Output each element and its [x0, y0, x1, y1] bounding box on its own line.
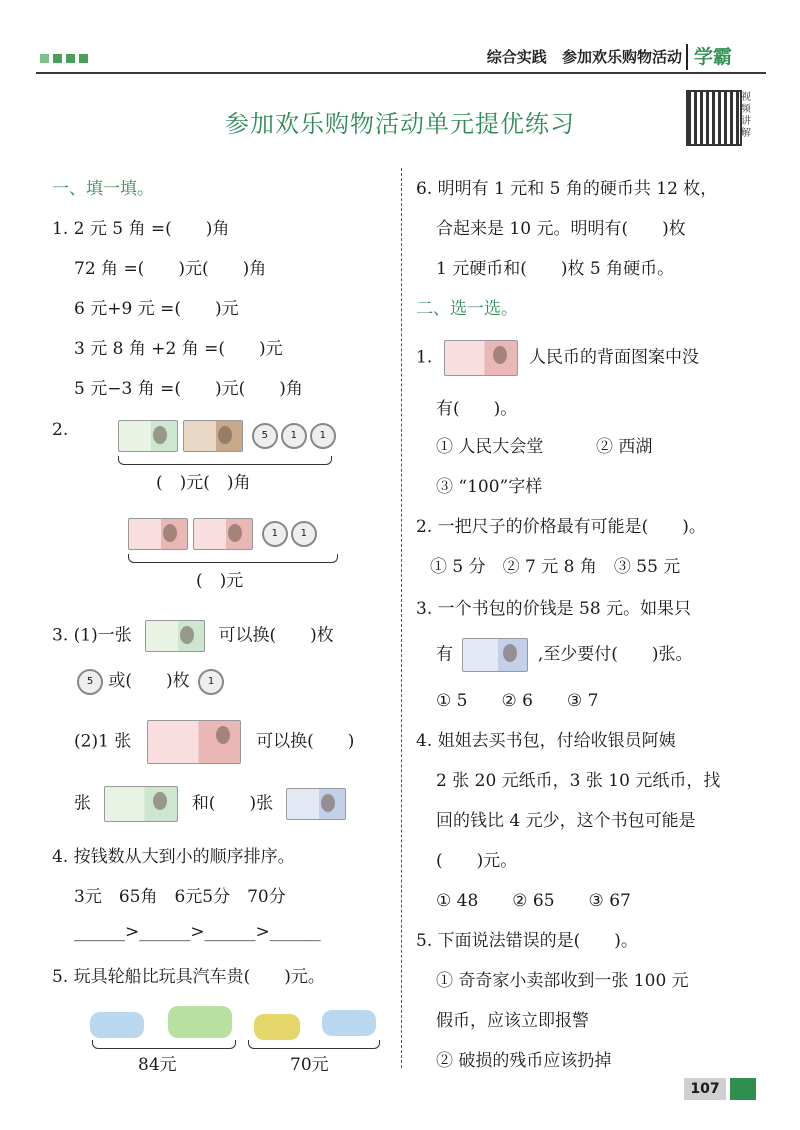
- r4-line-2: 2 张 20 元纸币，3 张 10 元纸币，找: [436, 771, 721, 791]
- brand-logo: 学霸: [694, 46, 733, 68]
- banknote-icon: [444, 340, 518, 376]
- banknote-icon: [145, 620, 205, 652]
- q1-line-5: 5 元−3 角 =( )元( )角: [74, 379, 303, 399]
- q3-1-text-a: 3. (1)一张: [52, 625, 132, 646]
- r1-text: 人民币的背面图案中没: [529, 347, 700, 368]
- qr-label: 视频讲解: [741, 92, 751, 139]
- coin-icon: 1: [262, 521, 288, 547]
- section-heading-1: 一、填一填。: [52, 179, 154, 199]
- r3-text-b: ,至少要付( )张。: [537, 644, 693, 665]
- brace: [92, 1040, 236, 1049]
- q5-prompt: 5. 玩具轮船比玩具汽车贵( )元。: [52, 967, 325, 987]
- page-number: 107: [684, 1078, 726, 1100]
- q2-money-row-1: [118, 420, 336, 452]
- toy-plane-icon: [90, 1012, 144, 1038]
- q1-line-1: 1. 2 元 5 角 =( )角: [52, 219, 230, 239]
- q5-price-b: 70元: [290, 1055, 329, 1075]
- banknote-icon: [462, 638, 528, 672]
- r1-line-a: [416, 340, 699, 376]
- q3-2-text-d: 和( )张: [191, 793, 274, 814]
- r4-line-1: 4. 姐姐去买书包，付给收银员阿姨: [416, 731, 676, 751]
- column-divider: [401, 168, 402, 1068]
- r5-prompt: 5. 下面说法错误的是( )。: [416, 931, 638, 951]
- coin-icon: 1: [198, 669, 224, 695]
- page-title: 参加欢乐购物活动单元提优练习: [225, 110, 575, 138]
- q1-line-2: 72 角 =( )元( )角: [74, 259, 267, 279]
- header-decoration: [40, 54, 88, 63]
- r4-line-3: 回的钱比 4 元少，这个书包可能是: [436, 811, 696, 831]
- q3-2-text-b: 可以换( ): [256, 731, 355, 752]
- r3-line-a: 3. 一个书包的价钱是 58 元。如果只: [416, 599, 692, 619]
- q1-line-3: 6 元+9 元 =( )元: [74, 299, 239, 319]
- q3-1-text-c: 或( )枚: [108, 671, 190, 691]
- q3-2-text-a: (2)1 张: [74, 731, 132, 752]
- q5-price-a: 84元: [138, 1055, 177, 1075]
- q3-2-line-a: [74, 720, 354, 764]
- r4-options: ① 48 ② 65 ③ 67: [436, 891, 631, 911]
- coin-icon: 1: [291, 521, 317, 547]
- toy-ship-icon: [168, 1006, 232, 1038]
- brace: [248, 1040, 380, 1049]
- brace: [128, 554, 338, 563]
- r2-prompt: 2. 一把尺子的价格最有可能是( )。: [416, 517, 706, 537]
- q4-blanks: ______>______>______>______: [74, 922, 321, 942]
- coin-icon: 5: [252, 423, 278, 449]
- q1-line-4: 3 元 8 角 +2 角 =( )元: [74, 339, 283, 359]
- q2-answer-2: ( )元: [196, 571, 244, 591]
- r1-option-1: ① 人民大会堂: [436, 437, 544, 457]
- q4-items: 3元 65角 6元5分 70分: [74, 887, 286, 907]
- qr-code-icon[interactable]: [686, 90, 742, 146]
- coin-icon: 1: [310, 423, 336, 449]
- r3-line-b: [436, 638, 692, 672]
- q3-1-line-a: [52, 620, 334, 652]
- r5-option-1a: ① 奇奇家小卖部收到一张 100 元: [436, 971, 689, 991]
- header-topic: 参加欢乐购物活动: [561, 48, 682, 66]
- q3-1-line-b: [74, 666, 224, 695]
- r5-option-1b: 假币，应该立即报警: [436, 1011, 589, 1031]
- coin-icon: 1: [281, 423, 307, 449]
- r4-line-4: ( )元。: [436, 851, 518, 871]
- q6-line-2: 合起来是 10 元。明明有( )枚: [436, 219, 686, 239]
- r3-options: ① 5 ② 6 ③ 7: [436, 691, 599, 711]
- banknote-icon: [193, 518, 253, 550]
- banknote-icon: [104, 786, 178, 822]
- q2-answer-1: ( )元( )角: [156, 473, 251, 493]
- q6-line-1: 6. 明明有 1 元和 5 角的硬币共 12 枚，: [416, 179, 718, 199]
- brace: [118, 456, 332, 465]
- r2-options: ① 5 分 ② 7 元 8 角 ③ 55 元: [430, 557, 681, 577]
- header-section: 综合实践: [486, 48, 547, 66]
- r1-line-b: 有( )。: [436, 399, 518, 419]
- q3-2-line-b: [74, 786, 346, 822]
- q3-2-text-c: 张: [74, 793, 91, 814]
- header-rule: [36, 72, 766, 74]
- banknote-icon: [118, 420, 178, 452]
- r5-option-2: ② 破损的残币应该扔掉: [436, 1051, 612, 1071]
- toy-car-icon: [254, 1014, 300, 1040]
- coin-icon: 5: [77, 669, 103, 695]
- pencil-icon: [730, 1078, 756, 1100]
- banknote-icon: [183, 420, 243, 452]
- banknote-icon: [286, 788, 346, 820]
- r3-text-a: 有: [436, 644, 453, 665]
- toy-plane-icon: [322, 1010, 376, 1036]
- header-separator: [686, 44, 688, 70]
- r1-number: 1.: [416, 347, 433, 368]
- q2-number: 2.: [52, 420, 69, 440]
- q4-prompt: 4. 按钱数从大到小的顺序排序。: [52, 847, 295, 867]
- banknote-icon: [147, 720, 241, 764]
- r1-option-2: ② 西湖: [596, 437, 653, 457]
- section-heading-2: 二、选一选。: [416, 299, 518, 319]
- header-breadcrumb: [477, 46, 682, 67]
- q2-money-row-2: [128, 518, 317, 550]
- r1-option-3: ③ “100”字样: [436, 477, 543, 497]
- q6-line-3: 1 元硬币和( )枚 5 角硬币。: [436, 259, 675, 279]
- q3-1-text-b: 可以换( )枚: [218, 625, 334, 646]
- banknote-icon: [128, 518, 188, 550]
